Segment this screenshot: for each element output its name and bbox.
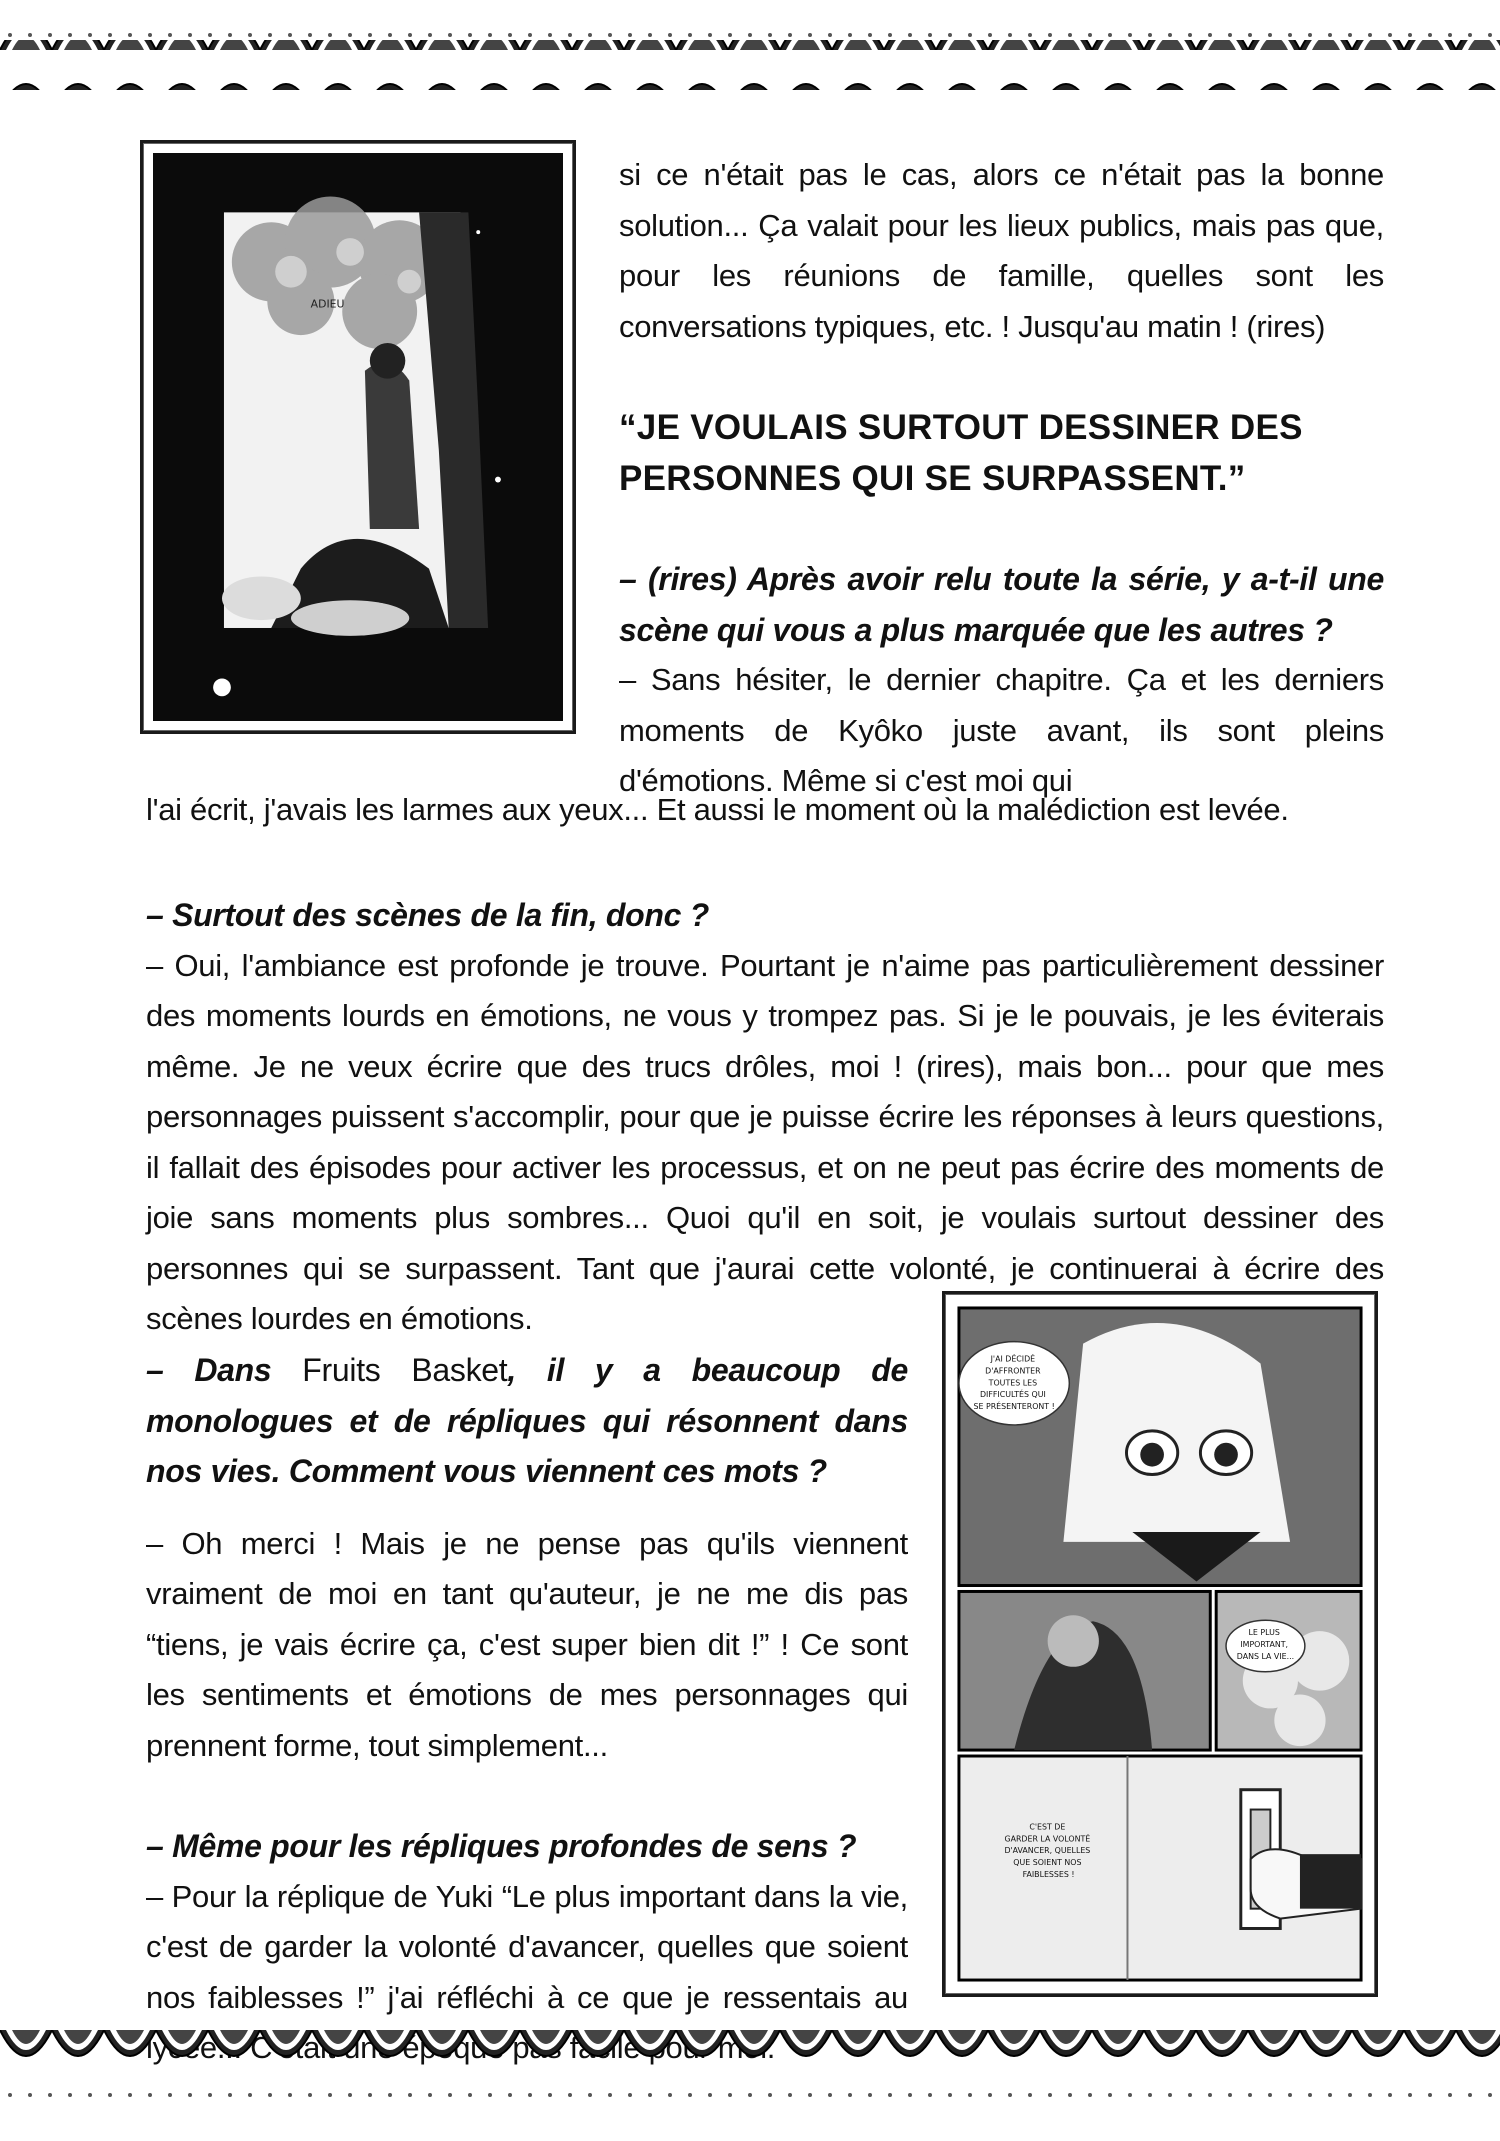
question-3-before: – Dans — [146, 1352, 303, 1388]
series-title: Fruits Basket — [302, 1352, 508, 1388]
adieu-caption: ADIEU — [310, 297, 345, 311]
bubble-2-line-2: IMPORTANT, — [1240, 1639, 1289, 1649]
answer-2: – Oui, l'ambiance est profonde je trouve. Pourtant je n'aime pas particulièrement dessiner des moments lourds en émotions, ne vous y trompez pas. Si je le pouvais, je les éviterais même. Je ne veux écrire que des trucs drôles, moi ! (rires), mais bon... pour que mes personnages puissent s'accomplir, pour que je puisse écrire les réponses à leurs questions, il fallait des épisodes pour activer les processus, et on ne peut pas écrire des moments de joie sans moments plus sombres... Quoi qu'il en soit, je voulais surtout dessiner des personnes qui se surpassent. Tant que j'aurai cette volonté, je continuerai à écrire des scènes lourdes en émotions. — [146, 947, 1384, 1336]
question-2: – Surtout des scènes de la fin, donc ? — [146, 897, 709, 933]
middle-section — [146, 890, 1384, 1345]
question-3 — [146, 1345, 908, 1497]
scalloped-border-bottom — [0, 2030, 1500, 2120]
bubble-3-line-1: C'EST DE — [1029, 1822, 1066, 1832]
intro-column — [619, 150, 1384, 807]
bottom-section — [146, 1345, 908, 2074]
manga-panels-art — [955, 1304, 1365, 1984]
answer-1-continuation-block — [146, 785, 1384, 836]
bubble-1-line-2: D'AFFRONTER — [985, 1366, 1041, 1376]
bubble-3-line-5: FAIBLESSES ! — [1022, 1869, 1075, 1879]
illustration-manga-page — [942, 1291, 1378, 1997]
question-3-after: , il y a beaucoup de monologues et de répliques qui résonnent dans nos vies. Comment vous viennent ces mots ? — [146, 1352, 908, 1489]
question-1: – (rires) Après avoir relu toute la série, y a-t-il une scène qui vous a plus marquée que les autres ? — [619, 561, 1384, 648]
answer-3: – Oh merci ! Mais je ne pense pas qu'ils viennent vraiment de moi en tant qu'auteur, je ne me dis pas “tiens, je vais écrire ça, c'est super bien dit !” ! Ce sont les sentiments et émotions de mes personnages qui prennent forme, tout simplement... — [146, 1525, 908, 1763]
bubble-2-line-1: LE PLUS — [1248, 1628, 1280, 1638]
bubble-1-line-5: SE PRÉSENTERONT ! — [973, 1402, 1055, 1412]
forest-scene-art — [153, 153, 563, 721]
answer-4: – Pour la réplique de Yuki “Le plus important dans la vie, c'est de garder la volonté d'avancer, quelles que soient nos faiblesses !” j'ai réfléchi à ce que je ressentais au — [146, 1878, 908, 2015]
illustration-forest-scene — [140, 140, 576, 734]
section-heading: “JE VOULAIS SURTOUT DESSINER DES PERSONNES QUI SE SURPASSENT.” — [619, 408, 1303, 498]
bubble-3-line-4: QUE SOIENT NOS — [1013, 1858, 1082, 1868]
bubble-1-line-1: J'AI DÉCIDÉ — [990, 1354, 1036, 1364]
bubble-1-line-3: TOUTES LES — [988, 1378, 1038, 1388]
scalloped-border-top — [0, 0, 1500, 90]
intro-paragraph: si ce n'était pas le cas, alors ce n'était pas la bonne solution... Ça valait pour les lieux publics, mais pas que, pour les réunions de famille, quelles sont les conversations typiques, etc. ! Jusqu'au matin ! (rires) — [619, 157, 1384, 344]
answer-1-end: l'ai écrit, j'avais les larmes aux yeux... Et aussi le moment où la malédiction est levée. — [146, 792, 1289, 827]
bubble-2-line-3: DANS LA VIE... — [1236, 1651, 1295, 1661]
answer-1-start: – Sans hésiter, le dernier chapitre. Ça et les derniers moments de Kyôko juste avant, ils sont pleins d'émotions. Même si c'est moi qui — [619, 662, 1384, 798]
bubble-3-line-2: GARDER LA VOLONTÉ — [1004, 1834, 1091, 1844]
question-4: – Même pour les répliques profondes de sens ? — [146, 1828, 857, 1864]
bubble-1-line-4: DIFFICULTÉS QUI — [979, 1390, 1046, 1400]
bubble-3-line-3: D'AVANCER, QUELLES — [1004, 1846, 1091, 1856]
